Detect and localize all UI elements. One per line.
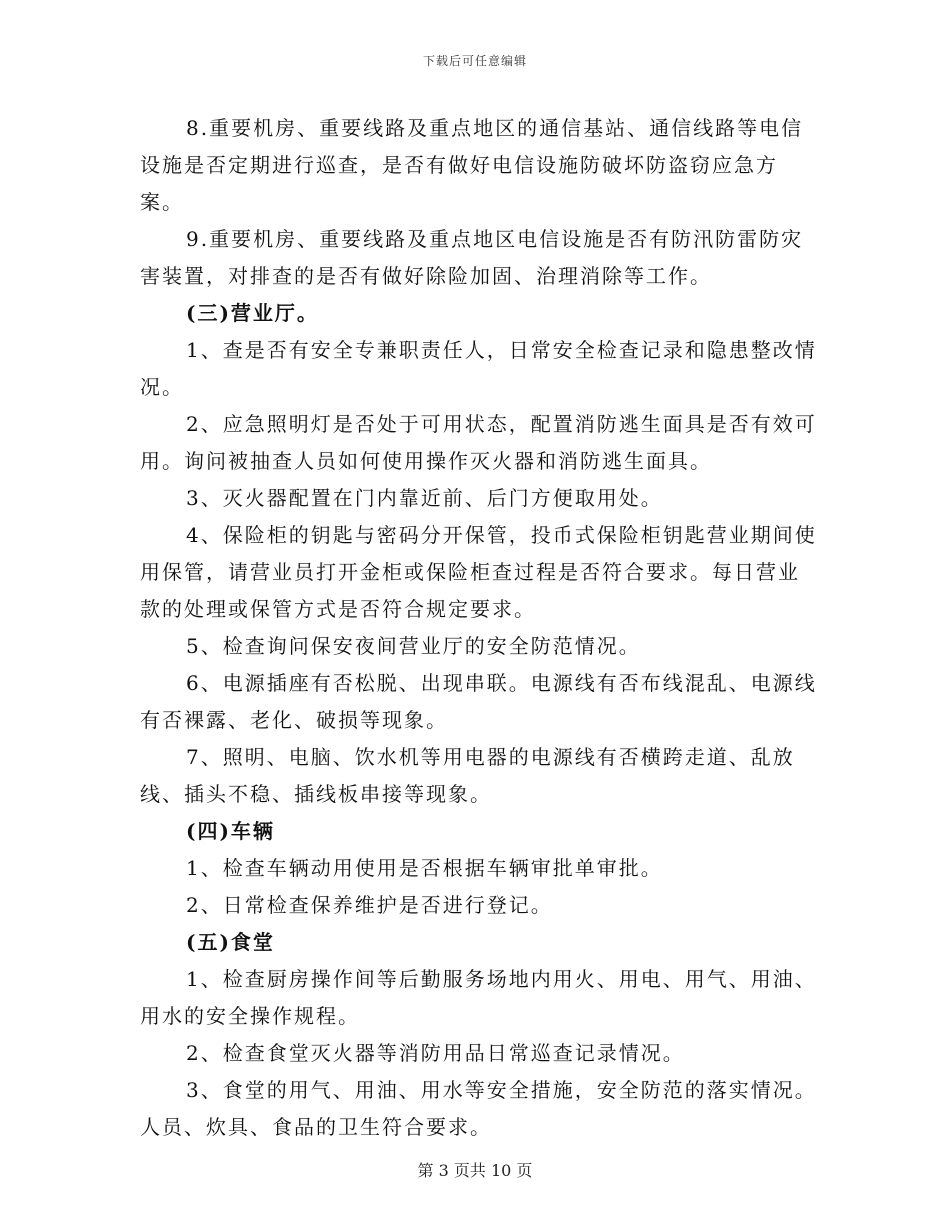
canteen-item-3-paragraph: 3、食堂的用气、用油、用水等安全措施，安全防范的落实情况。人员、炊具、食品的卫生符合要求。 [140,1078,817,1139]
hall-item-6-paragraph: 6、电源插座有否松脱、出现串联。电源线有否布线混乱、电源线有否裸露、老化、破损等现象。 [140,671,817,732]
section-heading-business-hall: (三)营业厅。 [186,301,319,325]
page-number-footer: 第 3 页共 10 页 [417,1161,533,1180]
document-body [140,110,820,1146]
section-heading-canteen: (五)食堂 [186,930,275,954]
vehicle-item-2-paragraph: 2、日常检查保养维护是否进行登记。 [186,893,553,917]
hall-item-2-paragraph: 2、应急照明灯是否处于可用状态，配置消防逃生面具是否有效可用。询问被抽查人员如何使用操作灭火器和消防逃生面具。 [140,412,817,473]
item-8-paragraph: 8.重要机房、重要线路及重点地区的通信基站、通信线路等电信设施是否定期进行巡查，是否有做好电信设施防破坏防盗窃应急方案。 [140,116,804,214]
section-heading-vehicles: (四)车辆 [186,819,275,843]
canteen-item-1-paragraph: 1、检查厨房操作间等后勤服务场地内用火、用电、用气、用油、用水的安全操作规程。 [140,967,817,1028]
header-note: 下载后可任意编辑 [422,54,527,68]
hall-item-7-paragraph: 7、照明、电脑、饮水机等用电器的电源线有否横跨走道、乱放线、插头不稳、插线板串接等现象。 [140,745,795,806]
vehicle-item-1-paragraph: 1、检查车辆动用使用是否根据车辆审批单审批。 [186,856,663,880]
hall-item-1-paragraph: 1、查是否有安全专兼职责任人，日常安全检查记录和隐患整改情况。 [140,338,817,399]
canteen-item-2-paragraph: 2、检查食堂灭火器等消防用品日常巡查记录情况。 [186,1041,685,1065]
hall-item-4-paragraph: 4、保险柜的钥匙与密码分开保管，投币式保险柜钥匙营业期间使用保管，请营业员打开金柜或保险柜查过程是否符合要求。每日营业款的处理或保管方式是否符合规定要求。 [140,523,817,621]
hall-item-5-paragraph: 5、检查询问保安夜间营业厅的安全防范情况。 [186,634,641,658]
item-9-paragraph: 9.重要机房、重要线路及重点地区电信设施是否有防汛防雷防灾害装置，对排查的是否有做好除险加固、治理消除等工作。 [140,227,804,288]
hall-item-3-paragraph: 3、灭火器配置在门内靠近前、后门方便取用处。 [186,486,663,510]
